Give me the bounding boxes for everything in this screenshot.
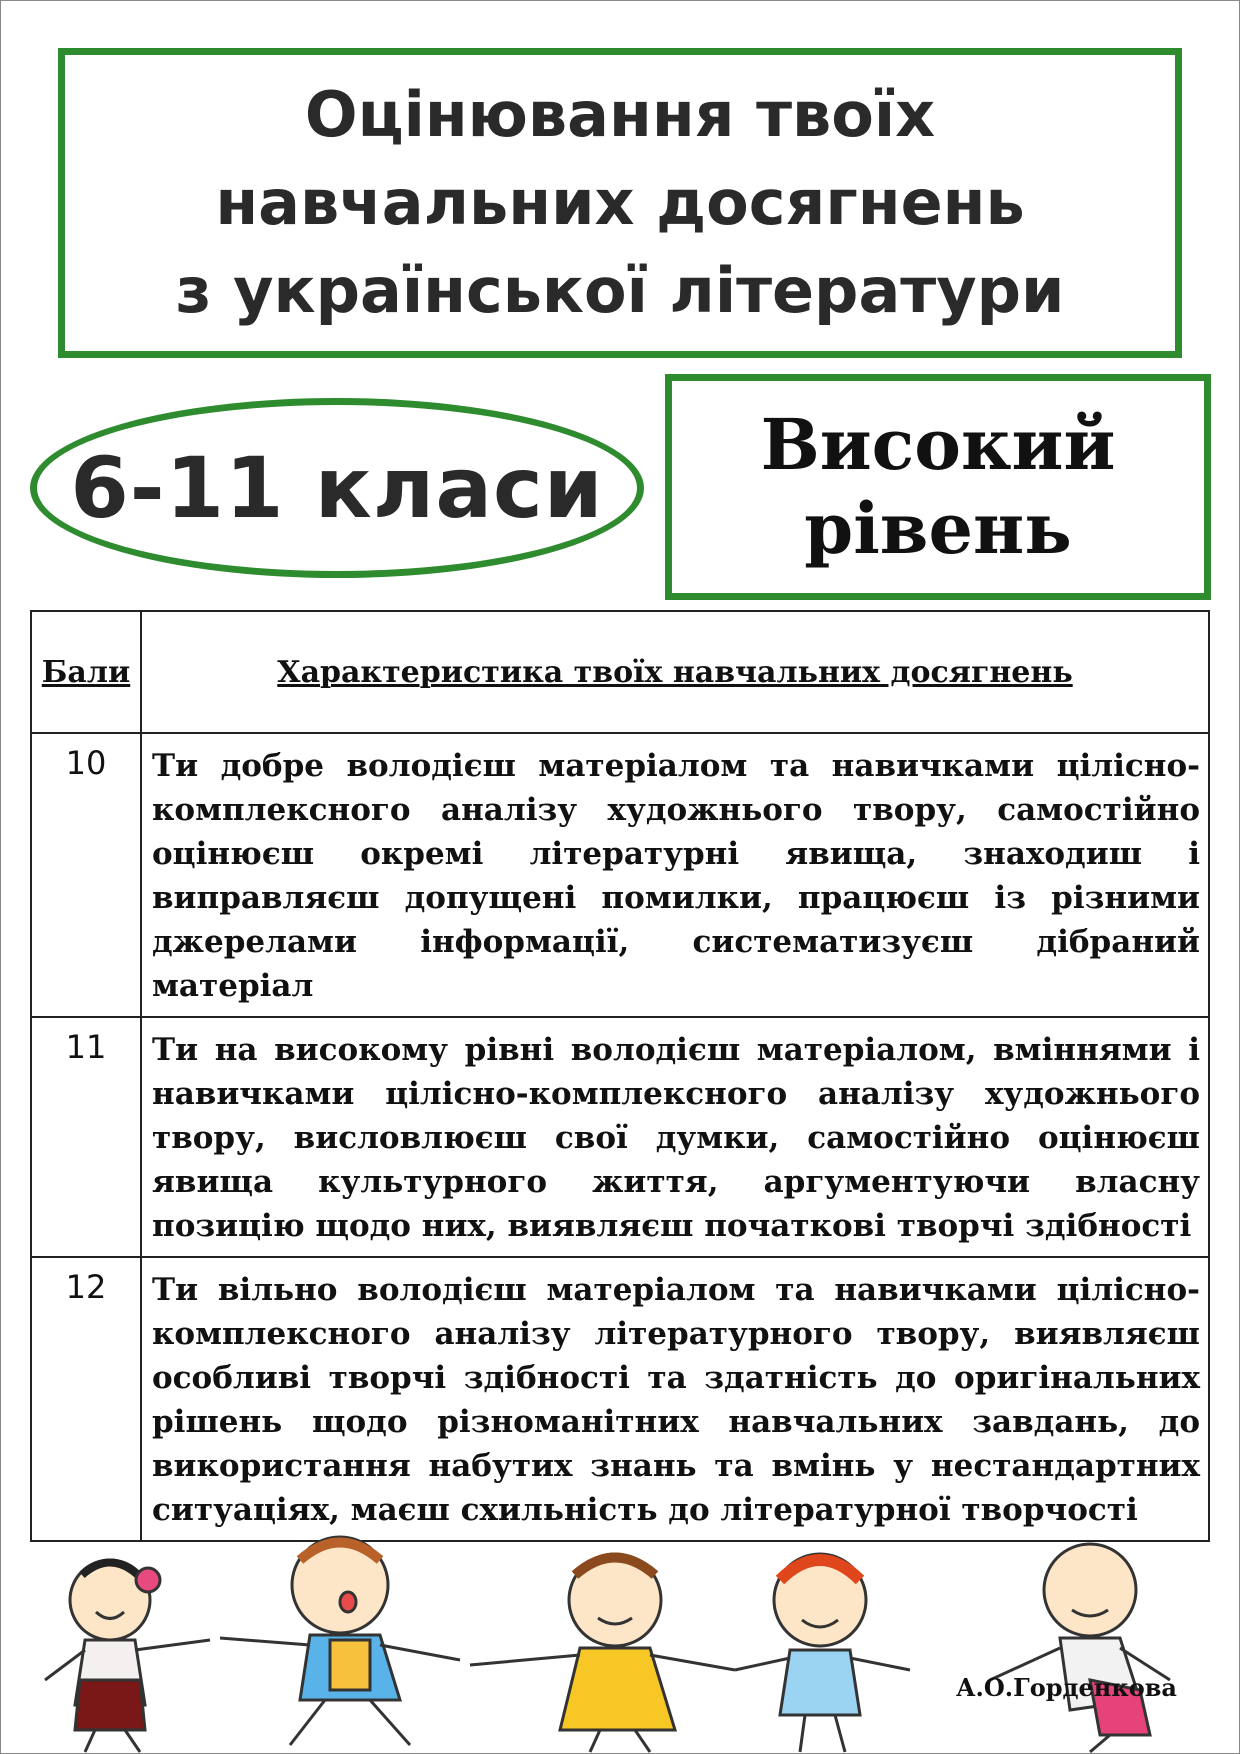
header-score: Бали — [31, 611, 141, 733]
level-box — [665, 374, 1211, 600]
child-figure-2 — [220, 1537, 460, 1745]
header-description: Характеристика твоїх навчальних досягнень — [141, 611, 1209, 733]
table-row — [31, 1017, 1209, 1257]
table-row — [31, 1257, 1209, 1541]
title-line-2: навчальних досягнень — [215, 166, 1025, 239]
children-illustration — [30, 1530, 1220, 1754]
title-box — [58, 48, 1182, 358]
score-cell: 10 — [31, 733, 141, 1017]
child-figure-4 — [735, 1554, 910, 1752]
description-cell: Ти на високому рівні володієш матеріалом, вміннями і навичками цілісно-комплексного аналізу художнього твору, висловлюєш свої думки, самостійно оцінюєш явища культурного життя, аргументуючи власну позицію щодо них, виявляєш початкові творчі здібності — [141, 1017, 1209, 1257]
score-cell: 11 — [31, 1017, 141, 1257]
grades-label: 6-11 класи — [70, 439, 604, 537]
title-line-1: Оцінювання твоїх — [304, 78, 936, 151]
title-line-3: з української літератури — [175, 254, 1065, 327]
grades-oval — [30, 398, 644, 578]
child-figure-1 — [45, 1560, 210, 1752]
description-cell: Ти вільно володієш матеріалом та навичками цілісно-комплексного аналізу літературного твору, виявляєш особливі творчі здібності та здатність до оригінальних рішень щодо різноманітних навчальних завдань, до використання набутих знань та вмінь у нестандартних ситуаціях, маєш схильність до літературної творчості — [141, 1257, 1209, 1541]
level-line-1: Високий — [760, 403, 1116, 486]
score-cell: 12 — [31, 1257, 141, 1541]
table-row — [31, 733, 1209, 1017]
level-line-2: рівень — [804, 487, 1072, 570]
child-figure-5 — [990, 1544, 1170, 1752]
author-signature: А.О.Горденкова — [956, 1673, 1177, 1702]
table-header-row — [31, 611, 1209, 733]
description-cell: Ти добре володієш матеріалом та навичками цілісно-комплексного аналізу художнього твору, самостійно оцінюєш окремі літературні явища, знаходиш і виправляєш допущені помилки, працюєш із різними джерелами інформації, систематизуєш дібраний матеріал — [141, 733, 1209, 1017]
grading-table — [30, 610, 1210, 1542]
child-figure-3 — [470, 1554, 735, 1752]
